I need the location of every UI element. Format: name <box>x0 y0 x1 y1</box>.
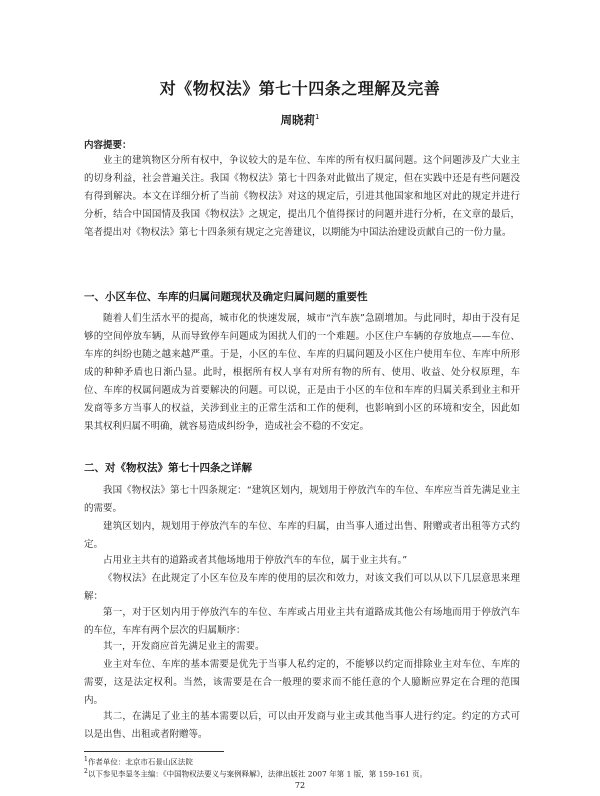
section-2-paragraph-7: 业主对车位、车库的基本需要是优先于当事人私约定的，不能够以约定而排除业主对车位、车库的需要，这是法定权利。当然，该需要是在合一般理的要求而不能任意的个人臆断应界定在合理的范围内。 <box>84 659 520 706</box>
section-2-paragraph-4: 《物权法》在此规定了小区车位及车库的使用的层次和效力，对该文我们可以从以下几层意思来理解： <box>84 573 520 602</box>
section-2-paragraph-5: 第一，对于区划内用于停放汽车的车位、车库或占用业主共有道路成其他公有场地而用于停放汽车的车位，车库有两个层次的归属顺序： <box>84 607 520 636</box>
footnote-divider <box>84 751 224 752</box>
section-2-paragraph-1: 我国《物权法》第七十四条规定：“建筑区划内，规划用于停放汽车的车位、车库应当首先满足业主的需要。 <box>84 485 520 514</box>
author-name: 周晓莉 <box>280 113 316 127</box>
section-2-paragraph-2: 建筑区划内，规划用于停放汽车的车位、车库的归属，由当事人通过出售、附赠或者出租等方式约定。 <box>84 521 520 550</box>
section-1-heading: 一、小区车位、车库的归属问题现状及确定归属问题的重要性 <box>84 291 368 303</box>
section-2-heading: 二、对《物权法》第七十四条之详解 <box>84 462 252 474</box>
section-1-paragraph: 随着人们生活水平的提高，城市化的快速发展，城市“汽车族”急剧增加。与此同时，却由于没有足够的空间停放车辆，从而导致停车问题成为困扰人们的一个难题。小区住户车辆的存放地点——车位、车库的纠纷也随之越来越严重。于是，小区的车位、车库的归属问题及小区住户使用车位、车库中所形成的种种矛盾也日渐凸显。此时，根据所有权人享有对所有物的所有、使用、收益、处分权原理，车位、车库的权属问题成为首要解决的问题。可以说，正是由于小区的车位和车库的归属关系到业主和开发商等多方当事人的权益，关涉到业主的正常生活和工作的便利，也影响到小区的环境和安全，因此如果其权利归属不明确，就容易造成纠纷争，造成社会不稳的不安定。 <box>84 313 520 432</box>
section-2-paragraph-6: 其一，开发商应首先满足业主的需要。 <box>103 641 265 652</box>
section-2-paragraph-8: 其二，在满足了业主的基本需要以后，可以由开发商与业主或其他当事人进行约定。约定的方式可以是出售、出租或者附赠等。 <box>84 711 520 740</box>
footnote-2 <box>84 766 524 780</box>
author-line <box>0 112 600 128</box>
abstract-text: 业主的建筑物区分所有权中，争议较大的是车位、车库的所有权归属问题。这个问题涉及广大业主的切身利益，社会普遍关注。我国《物权法》第七十四条对此做出了规定，但在实践中还是有些问题没有得到解决。本文在详细分析了当前《物权法》对这的规定后，引进其他国家和地区对此的规定并进行分析，结合中国国情及我国《物权法》之规定，提出几个值得探讨的问题并进行分析，在文章的最后，笔者提出对《物权法》第七十四条须有规定之完善建议，以期能为中国法治建设贡献自己的一份力量。 <box>84 155 520 238</box>
abstract-label: 内容提要： <box>84 140 132 151</box>
page-number: 72 <box>294 781 306 790</box>
footnote-2-text: 以下参见李显冬主编：《中国物权法要义与案例释解》，法律出版社 2007 年第 1 版，第 159-161 页。 <box>87 769 428 779</box>
paper-title: 对《物权法》第七十四条之理解及完善 <box>159 79 441 98</box>
footnote-1-mark: 1 <box>84 756 88 763</box>
section-2-paragraph-3: 占用业主共有的道路或者其他场地用于停放汽车的车位，属于业主共有。” <box>103 555 408 566</box>
footnote-2-mark: 2 <box>84 768 88 775</box>
author-footnote-mark: 1 <box>315 113 320 122</box>
footnote-1-text: 作者单位：北京市石景山区法院 <box>87 757 193 767</box>
